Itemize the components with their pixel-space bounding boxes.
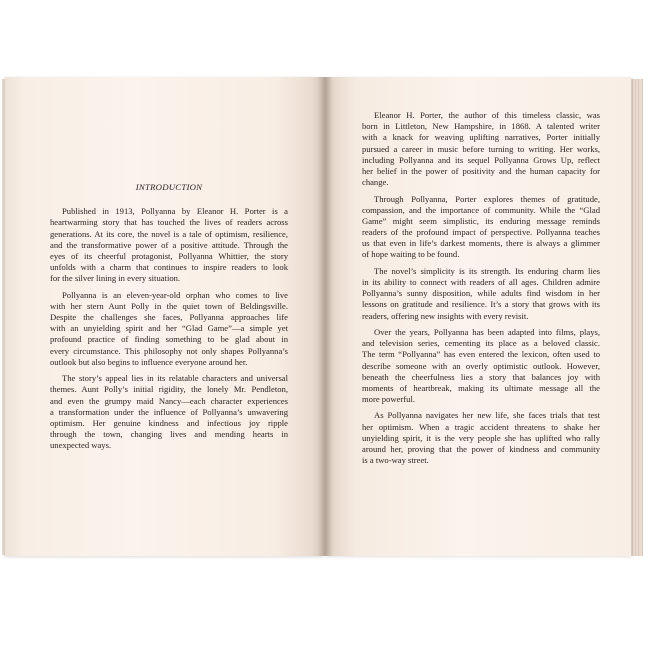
text-line: of hope waiting to be found. (362, 249, 460, 260)
text-line: compassion, and the importance of community. While the “Glad (362, 204, 600, 215)
text-line: a transformation under the influence of Pollyanna’s unwavering (50, 406, 288, 417)
paragraph (362, 327, 600, 405)
right-page-text (362, 110, 600, 472)
text-line: readers, offering new insights with every revisit. (362, 310, 529, 321)
right-paragraphs (362, 110, 600, 466)
text-line: Pollyanna’s sunny disposition, while adults find wisdom in her (362, 288, 600, 299)
text-line: Game” might seem simplistic, its enduring message reminds (362, 215, 600, 226)
paragraph (50, 290, 288, 368)
text-line: more powerful. (362, 394, 415, 405)
text-line: describe someone with an overly optimistic outlook. However, (362, 360, 600, 371)
text-line: The novel’s simplicity is its strength. Its enduring charm lies (374, 265, 600, 276)
text-line: for the silver lining in every situation. (50, 273, 181, 284)
paragraph (50, 373, 288, 451)
text-line: is a two-way street. (362, 455, 429, 466)
text-line: Despite the challenges she faces, Pollyanna approaches life (50, 312, 288, 323)
text-line: her optimism. When a tragic accident threatens to shake her (362, 421, 600, 432)
chapter-heading: INTRODUCTION (135, 182, 203, 192)
right-page-edge (639, 79, 643, 556)
text-line: The story’s appeal lies in its relatable characters and universal (62, 373, 288, 384)
paragraph (362, 194, 600, 261)
text-line: born in Littleton, New Hampshire, in 1868. A talented writer (362, 121, 600, 132)
paragraph (50, 206, 288, 284)
paragraph (362, 110, 600, 188)
left-page-text (50, 182, 288, 457)
text-line: in its ability to connect with readers of all ages. Children admire (362, 277, 600, 287)
text-line: unexpected ways. (50, 440, 112, 451)
text-line: and the transformative power of a positive attitude. Through the (50, 239, 288, 250)
book-spine (318, 77, 332, 556)
text-line: lessons on gratitude and resilience. It’s a story that grows with its (362, 299, 600, 310)
text-line: unyielding spirit, it is the very people she has uplifted who rally (362, 432, 600, 443)
text-line: Through Pollyanna, Porter explores themes of gratitude, (374, 193, 600, 204)
text-line: unfolds with a charm that continues to inspire readers to look (50, 262, 288, 273)
text-line: with an unyielding spirit and her “Glad Game”—a simple yet (50, 323, 288, 334)
text-line: Eleanor H. Porter, the author of this timeless classic, was (374, 110, 600, 120)
text-line: change. (362, 177, 389, 188)
text-line: Over the years, Pollyanna has been adapted into films, plays, (374, 326, 600, 337)
paragraph (362, 410, 600, 466)
text-line: including Pollyanna and its sequel Pollyanna Grows Up, reflect (362, 154, 600, 165)
paragraph (362, 266, 600, 322)
text-line: beneath the cheerfulness lies a story that balances joy with (362, 371, 600, 382)
text-line: generations. At its core, the novel is a tale of optimism, resilience, (50, 228, 288, 239)
text-line: with her stern Aunt Polly in the quiet town of Beldingsville. (50, 300, 288, 311)
text-line: every circumstance. This philosophy not only shapes Pollyanna’s (50, 345, 288, 356)
text-line: and television series, cementing its place as a beloved classic. (362, 338, 600, 349)
text-line: through the town, changing lives and mending hearts in (50, 429, 288, 440)
text-line: themes. Aunt Polly’s initial rigidity, the lonely Mr. Pendleton, (50, 384, 288, 395)
text-line: with a knack for weaving uplifting narratives, Porter initially (362, 132, 600, 143)
text-line: Published in 1913, Pollyanna by Eleanor H. Porter is a (62, 206, 288, 217)
text-line: eyes of its cheerful protagonist, Pollyanna Whittier, the story (50, 250, 288, 261)
text-line: optimism. Her genuine kindness and infectious joy ripple (50, 417, 288, 428)
text-line: heartwarming story that has touched the lives of readers across (50, 217, 288, 228)
text-line: profound practice of finding something to be glad about in (50, 334, 288, 345)
text-line: her belief in the power of positivity and the human capacity for (362, 165, 600, 176)
text-line: outlook but also begins to influence everyone around her. (50, 356, 248, 367)
text-line: The term “Pollyanna” has even entered the lexicon, often used to (362, 349, 600, 360)
text-line: readers of the profound impact of perspective. Pollyanna teaches (362, 227, 600, 238)
text-line: us that even in life’s darkest moments, there is always a glimmer (362, 238, 600, 249)
text-line: moments of heartbreak, making its ultimate message all the (362, 382, 600, 393)
text-line: around her, proving that the power of kindness and community (362, 444, 600, 454)
text-line: pursued a career in music before turning to writing. Her works, (362, 143, 600, 154)
text-line: and even the grumpy maid Nancy—each character experiences (50, 395, 288, 406)
text-line: As Pollyanna navigates her new life, she faces trials that test (374, 410, 600, 421)
text-line: Pollyanna is an eleven-year-old orphan who comes to live (62, 289, 288, 300)
left-paragraphs (50, 206, 288, 451)
